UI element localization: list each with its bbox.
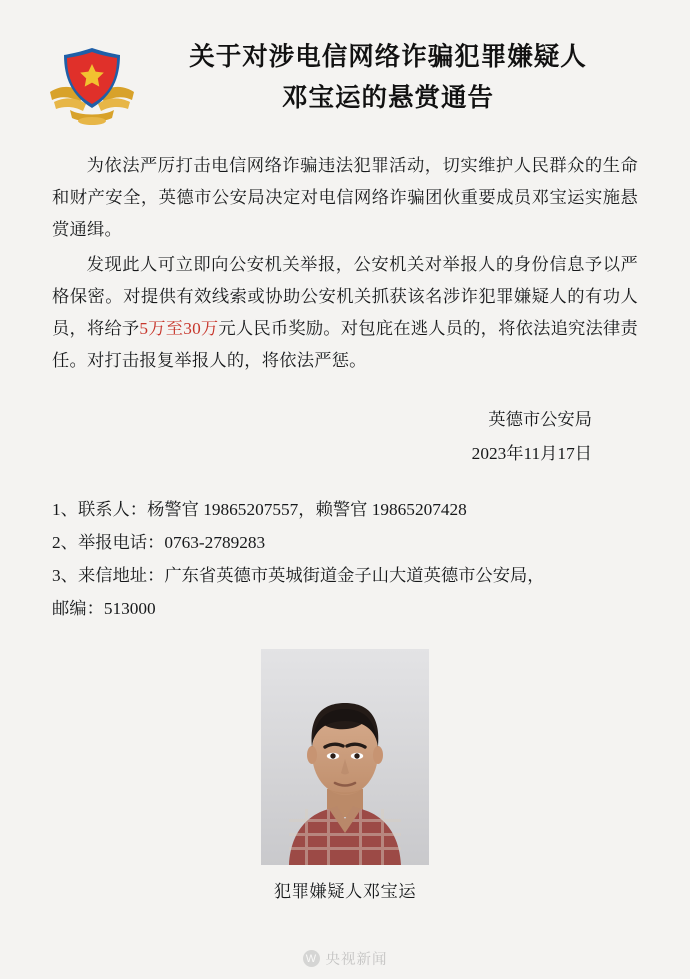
paragraph-1-text: 为依法严厉打击电信网络诈骗违法犯罪活动，切实维护人民群众的生命和财产安全，英德市公安局决定对电信网络诈骗团伙重要成员邓宝运实施悬赏通缉。 xyxy=(52,156,638,240)
contact-value-3: 广东省英德市英城街道金子山大道英德市公安局， xyxy=(164,566,545,586)
contact-item-2 xyxy=(52,526,646,559)
contact-index-2: 2、 xyxy=(52,532,78,552)
contact-label-2: 举报电话： xyxy=(77,532,165,552)
source-watermark xyxy=(0,948,690,969)
contact-item-1 xyxy=(52,493,646,526)
contact-label-3: 来信地址： xyxy=(77,566,165,586)
issuing-organization: 英德市公安局 xyxy=(488,410,592,430)
source-name: 央视新闻 xyxy=(325,952,388,968)
title-line-1: 关于对涉电信网络诈骗犯罪嫌疑人 xyxy=(189,42,587,71)
signature-block xyxy=(52,403,638,470)
title-line-2: 邓宝运的悬赏通告 xyxy=(281,83,494,113)
contact-label-1: 联系人： xyxy=(77,499,148,519)
contact-list xyxy=(0,493,690,626)
suspect-photo-block xyxy=(0,649,690,902)
weibo-icon: W xyxy=(303,950,320,967)
paragraph-1 xyxy=(52,150,638,247)
photo-caption: 犯罪嫌疑人邓宝运 xyxy=(273,882,417,902)
document-header xyxy=(0,0,690,128)
document-body xyxy=(0,128,690,471)
contact-value-2: 0763-2789283 xyxy=(164,532,266,552)
paragraph-2-text-a: 发现此人可立即向公安机关举报，公安机关对举报人的身份信息予以严格保密。对提供有效线索或协助公安机关抓获该名涉诈犯罪嫌疑人的有功人员，将给予 xyxy=(52,254,638,338)
contact-postcode-3: 邮编：513000 xyxy=(52,599,156,619)
contact-index-3: 3、 xyxy=(52,566,78,586)
reward-amount-highlight: 5万至30万 xyxy=(139,318,219,338)
paragraph-2 xyxy=(52,249,638,378)
paragraph-2-text-b: 元人民币奖励。对包庇在逃人员的，将依法追究法律责任。对打击报复举报人的，将依法严惩。 xyxy=(52,318,638,371)
suspect-photo xyxy=(261,649,429,865)
contact-index-1: 1、 xyxy=(52,499,78,519)
police-badge-emblem xyxy=(46,42,138,128)
contact-value-1: 杨警官 19865207557，赖警官 19865207428 xyxy=(147,499,467,519)
contact-item-3 xyxy=(52,559,646,625)
document-title xyxy=(138,36,634,119)
issue-date: 2023年11月17日 xyxy=(471,443,592,463)
